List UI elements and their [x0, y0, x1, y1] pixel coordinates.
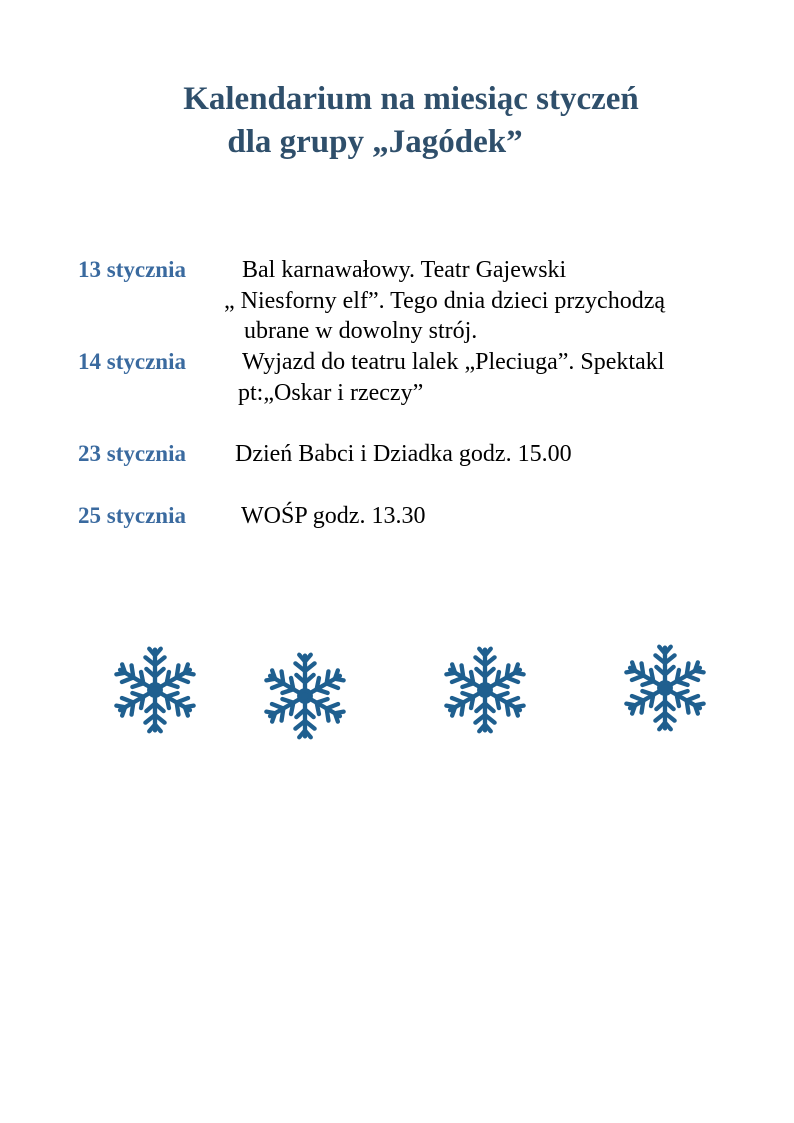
event-date: 23 stycznia — [78, 441, 186, 466]
page-title: Kalendarium na miesiąc styczeń — [183, 81, 639, 117]
event-text: „ Niesforny elf”. Tego dnia dzieci przychodzą — [224, 288, 666, 314]
event-date: 25 stycznia — [78, 503, 186, 528]
event-text: ubrane w dowolny strój. — [244, 318, 478, 344]
event-text: pt:„Oskar i rzeczy” — [238, 380, 424, 406]
snowflake-icon — [107, 642, 203, 738]
snowflake-icon — [437, 642, 533, 738]
event-text: Bal karnawałowy. Teatr Gajewski — [242, 257, 567, 283]
event-date: 13 stycznia — [78, 257, 186, 282]
page-subtitle: dla grupy „Jagódek” — [227, 124, 523, 160]
snowflake-icon — [617, 640, 713, 736]
event-text: Wyjazd do teatru lalek „Pleciuga”. Spektakl — [242, 349, 665, 375]
event-date: 14 stycznia — [78, 349, 186, 374]
event-text: WOŚP godz. 13.30 — [241, 503, 426, 529]
event-text: Dzień Babci i Dziadka godz. 15.00 — [235, 441, 572, 467]
snowflake-icon — [257, 648, 353, 744]
